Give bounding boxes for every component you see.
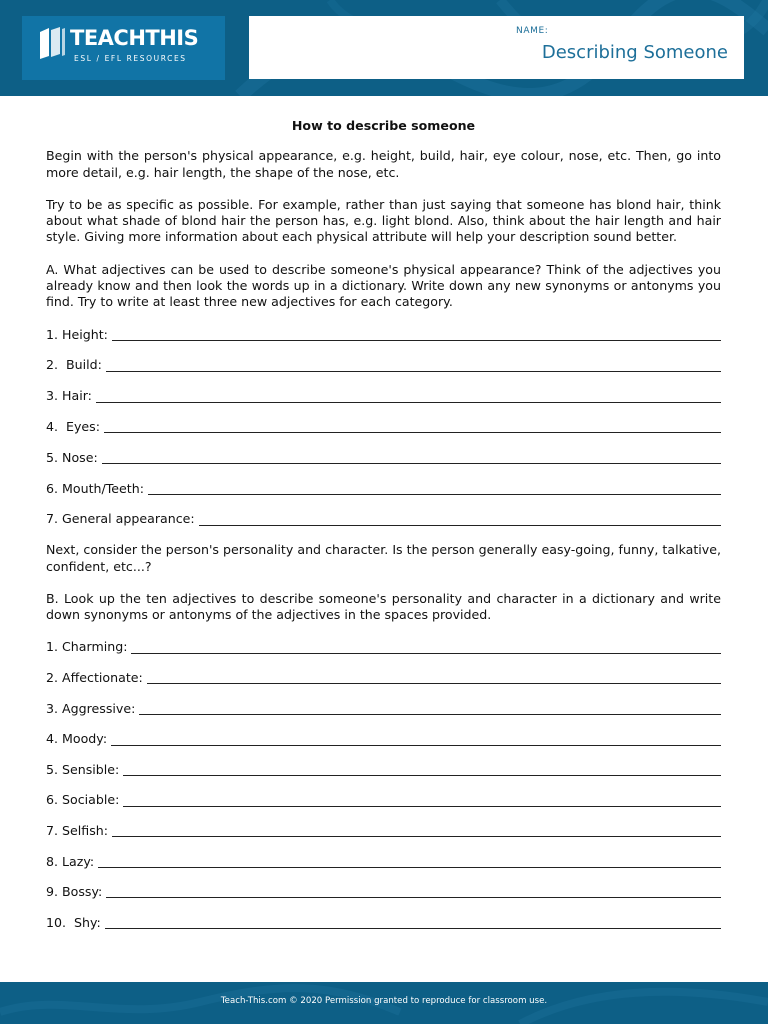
answer-line[interactable] [104,420,721,433]
answer-line[interactable] [123,794,721,807]
answer-line[interactable] [111,733,721,746]
answer-line[interactable] [112,328,721,341]
name-label: NAME: [516,26,549,36]
worksheet-title: Describing Someone [541,42,728,63]
physical-item-row [46,450,721,466]
personality-item-row [46,670,721,686]
personality-item-row [46,701,721,717]
personality-item-label: 6. Sociable: [46,792,120,808]
logo-wordmark: TEACHTHIS [70,26,199,50]
physical-item-label: 6. Mouth/Teeth: [46,480,144,496]
personality-item-label: 5. Sensible: [46,761,120,777]
physical-item-label: 2. Build: [46,357,102,373]
name-field-box[interactable] [249,16,744,79]
physical-item-label: 5. Nose: [46,449,98,465]
answer-line[interactable] [98,855,721,868]
answer-line[interactable] [105,916,721,929]
answer-line[interactable] [148,482,721,495]
personality-item-row [46,792,721,808]
answer-line[interactable] [112,824,721,837]
logo-tagline: ESL / EFL RESOURCES [74,54,187,63]
personality-item-label: 3. Aggressive: [46,700,136,716]
physical-item-row [46,419,721,435]
section-b-instructions: B. Look up the ten adjectives to describe someone's personality and character in a dictionary and write down synonyms or antonyms of the adjectives in the spaces provided. [46,590,721,623]
answer-line[interactable] [106,885,721,898]
physical-item-row [46,388,721,404]
personality-item-label: 9. Bossy: [46,884,103,900]
section-a-instructions: A. What adjectives can be used to describe someone's physical appearance? Think of the adjectives you already know and then look the words up in a dictionary. Write down any new synonyms or antonyms you find. Try to write at least three new adjectives for each category. [46,261,721,310]
physical-item-label: 3. Hair: [46,388,92,404]
personality-list [46,639,721,931]
footer-banner [0,982,768,1024]
footer-copyright: Teach-This.com © 2020 Permission granted to reproduce for classroom use. [220,996,548,1006]
personality-item-label: 10. Shy: [46,914,101,930]
personality-item-label: 7. Selfish: [46,823,108,838]
personality-item-label: 2. Affectionate: [46,670,143,686]
personality-item-label: 4. Moody: [46,731,108,747]
answer-line[interactable] [106,359,721,372]
answer-line[interactable] [102,451,721,464]
book-icon [36,26,66,60]
answer-line[interactable] [131,641,721,654]
personality-item-row [46,731,721,747]
header-banner [0,0,768,96]
personality-item-row [46,823,721,839]
intro-paragraph-2: Try to be as specific as possible. For example, rather than just saying that someone has blond hair, think about what shade of blond hair the person has, e.g. light blond. Also, think about the hair length and hair style. Giving more information about each physical attribute will help your description sound better. [46,196,721,245]
physical-item-row [46,511,721,527]
physical-appearance-list [46,327,721,528]
transition-paragraph: Next, consider the person's personality and character. Is the person generally easy-going, funny, talkative, confident, etc...? [46,542,721,574]
personality-item-row [46,854,721,870]
answer-line[interactable] [147,671,721,684]
physical-item-label: 7. General appearance: [46,511,195,527]
personality-item-row [46,762,721,778]
answer-line[interactable] [139,702,721,715]
personality-item-row [46,884,721,900]
answer-line[interactable] [96,390,721,403]
logo [22,16,225,80]
physical-item-row [46,357,721,373]
intro-paragraph-1: Begin with the person's physical appearance, e.g. height, build, hair, eye colour, nose, etc. Then, go into more detail, e.g. hair length, the shape of the nose, etc. [46,148,721,180]
physical-item-row [46,327,721,343]
personality-item-label: 1. Charming: [46,639,128,655]
physical-item-label: 1. Height: [46,326,108,342]
physical-item-row [46,481,721,497]
personality-item-label: 8. Lazy: [46,853,95,869]
worksheet-content [46,118,721,945]
answer-line[interactable] [123,763,721,776]
answer-line[interactable] [199,513,721,526]
personality-item-row [46,915,721,931]
personality-item-row [46,639,721,655]
page-heading: How to describe someone [291,118,476,133]
physical-item-label: 4. Eyes: [46,419,100,435]
